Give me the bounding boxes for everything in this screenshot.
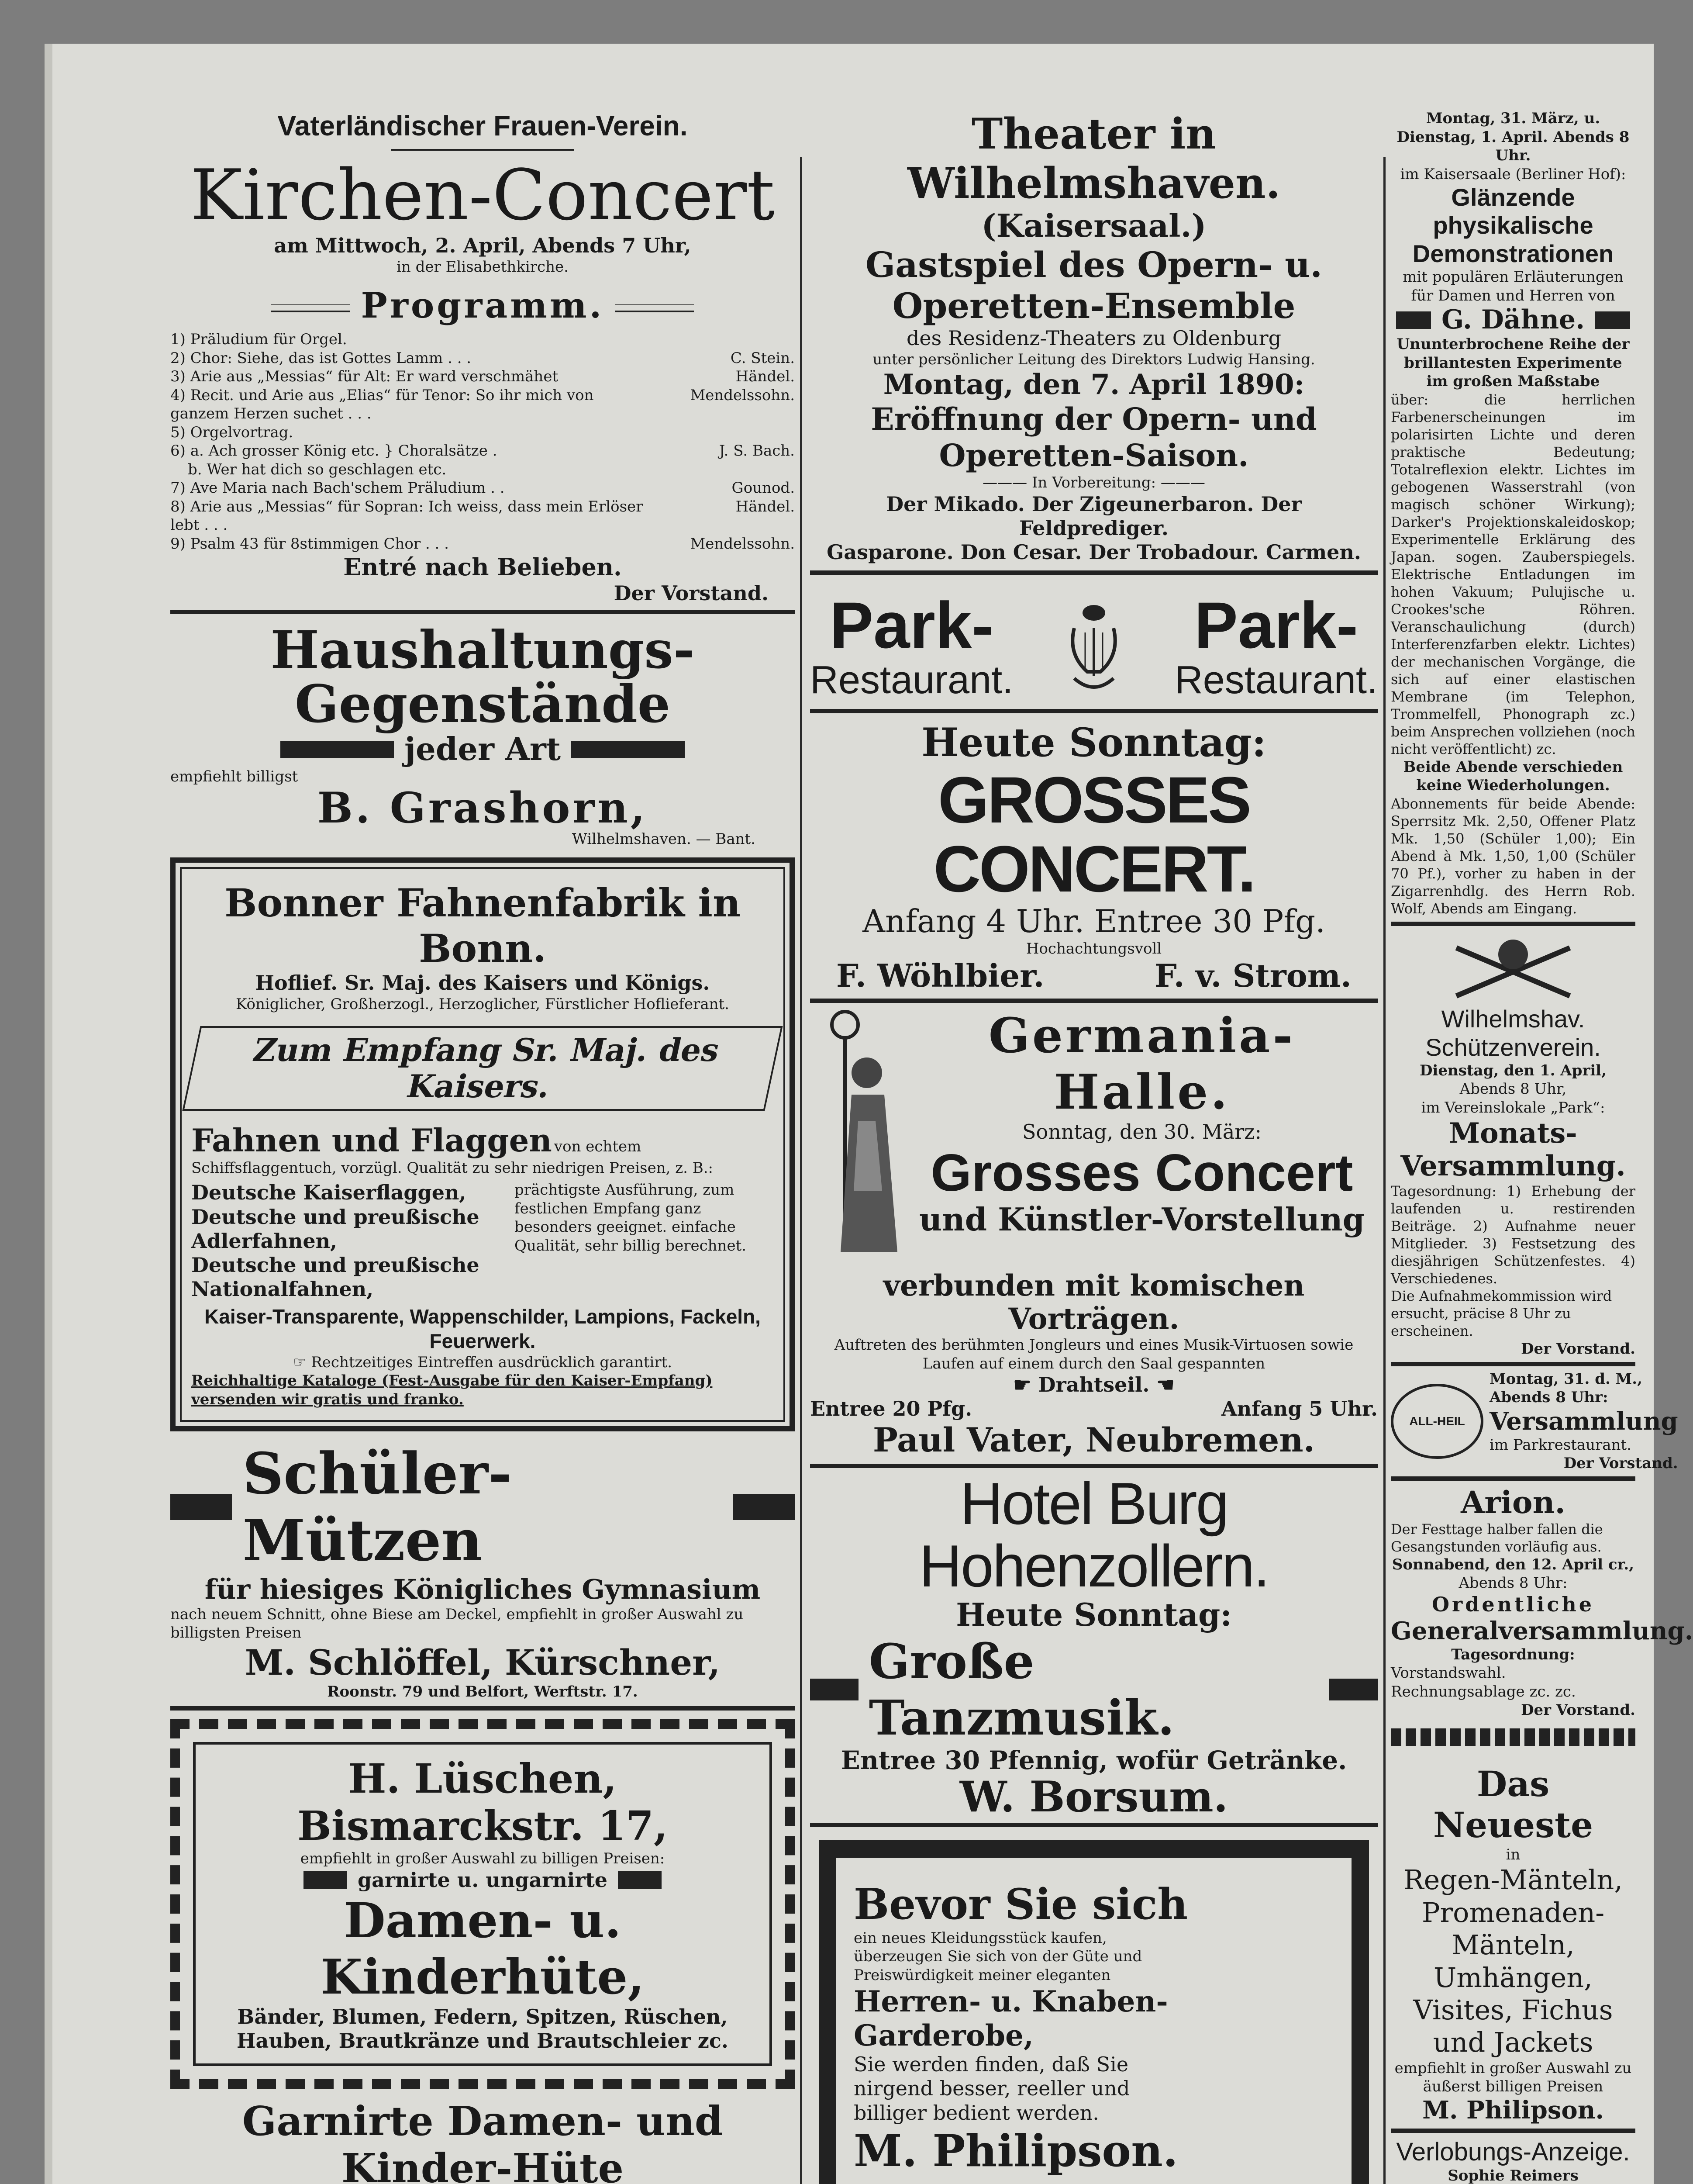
germania-title: Germania-Halle. (988, 1007, 1296, 1120)
vorstand-signature: Der Vorstand. (614, 581, 769, 605)
crossed-rifles-icon (1448, 930, 1579, 1000)
philipson-name: M. Philipson. (854, 2125, 1178, 2177)
germania-figure-icon (810, 1007, 906, 1269)
germania-concert: Grosses Concert (931, 1144, 1353, 1203)
programm-item: 1) Präludium für Orgel. (170, 331, 347, 349)
tanz-entree: Entree 30 Pfennig, wofür Getränke. (841, 1745, 1347, 1776)
lueschen-name: H. Lüschen, Bismarckstr. 17, (297, 1755, 668, 1850)
fahnen-hof: Hoflief. Sr. Maj. des Kaisers und Königs. (255, 971, 710, 995)
fahnen-transparente: Kaiser-Transparente, Wappenschilder, Lampions, Fackeln, Feuerwerk. (204, 1305, 761, 1352)
allheil-ad (1391, 1370, 1678, 1473)
bevor-text: ein neues Kleidungsstück kaufen, überzeugen Sie sich von der Güte und Preiswürdigkeit meiner eleganten (854, 1929, 1142, 1984)
frauen-verein-heading: Vaterländischer Frauen-Verein. (277, 110, 688, 142)
programm-item: 6) a. Ach grosser König etc. } Choralsätze . J. S. Bach. (170, 442, 795, 460)
fahnen-eintreffen: ☞ Rechtzeitiges Eintreffen ausdrücklich garantirt. (293, 1353, 672, 1371)
demonstrationen: Glänzende physikalische Demonstrationen (1412, 183, 1614, 267)
vorbereitung: ——— In Vorbereitung: ——— (983, 474, 1205, 492)
haushalt-sub-bar: jeder Art (170, 731, 795, 767)
verlobung-1-braut: Sophie Reimers (1448, 2167, 1579, 2184)
programm-item: 5) Orgelvortrag. (170, 423, 293, 441)
beide-abende: Beide Abende verschieden keine Wiederholungen. (1403, 758, 1623, 795)
programm-item: 4) Recit. und Arie aus „Elias“ für Tenor: So ihr mich von ganzem Herzen suchet . . . Mendelssohn. (170, 386, 795, 423)
garderobe-text: Sie werden finden, daß Sie nirgend besser, reeller und billiger bedient werden. (854, 2053, 1130, 2125)
arion-tagesordnung-items: Vorstandswahl. Rechnungsablage zc. zc. (1391, 1664, 1576, 1700)
fahnen-versenden: versenden wir gratis und franko. (191, 1390, 464, 1408)
neueste-title: Das Neueste (1433, 1763, 1593, 1845)
tanzmusik-bar: Große Tanzmusik. (810, 1633, 1378, 1746)
daehne-location: im Kaisersaale (Berliner Hof): (1400, 165, 1626, 183)
allheil-emblem-icon: ALL-HEIL (1391, 1384, 1483, 1459)
column-middle (810, 109, 1378, 2184)
haushalt-title: Haushaltungs-Gegenstände (270, 619, 695, 735)
arion-text: Der Festtage halber fallen die Gesangstunden vorläufig aus. (1391, 1521, 1603, 1555)
lueschen-empfiehlt: empfiehlt in großer Auswahl zu billigen Preisen: (300, 1850, 665, 1868)
programm-item: 8) Arie aus „Messias“ für Sopran: Ich weiss, dass mein Erlöser lebt . . . Händel. (170, 498, 795, 534)
paul-vater: Paul Vater, Neubremen. (872, 1420, 1315, 1460)
fahnen-flaggen: Fahnen und Flaggen von echtem Schiffsflaggentuch, vorzügl. Qualität zu sehr niedrigen Preisen, z. B.: (191, 1122, 714, 1177)
fahnen-katalog: Reichhaltige Kataloge (Fest-Ausgabe für den Kaiser-Empfang) (191, 1372, 713, 1390)
drahtseil: ☛ Drahtseil. ☚ (1013, 1373, 1175, 1397)
ornament-border (1391, 1728, 1635, 1746)
column-left (170, 109, 795, 2184)
pointing-hand-icon: ☚ (1149, 1373, 1175, 1397)
haushalt-address: Wilhelmshaven. — Bant. (572, 830, 755, 848)
theater-title: Theater in Wilhelmshaven. (907, 109, 1281, 208)
kuenstler-vorstellung: und Künstler-Vorstellung (919, 1201, 1365, 1238)
stuecke-line-1: Der Mikado. Der Zigeunerbaron. Der Feldprediger. (886, 492, 1302, 540)
neueste-maentel: Regen-Mänteln, Promenaden-Mänteln, Umhängen, Visites, Fichus und Jackets (1403, 1864, 1623, 2059)
daehne-bar: G. Dähne. (1391, 305, 1635, 335)
programm-item: 9) Psalm 43 für 8stimmigen Chor . . . Mendelssohn. (170, 535, 795, 553)
column-divider (800, 157, 802, 2184)
programm-list (170, 330, 795, 553)
monats-versammlung: Monats-Versammlung. (1400, 1117, 1626, 1183)
schloeffel-name: M. Schlöffel, Kürschner, (245, 1641, 721, 1683)
fahnen-empfang: Zum Empfang Sr. Maj. des Kaisers. (182, 1026, 783, 1111)
newspaper-page (52, 44, 1693, 2184)
arion-time: Abends 8 Uhr: (1459, 1574, 1568, 1592)
park-times: Anfang 4 Uhr. Entree 30 Pfg. (862, 903, 1325, 940)
park-right: Park- (1194, 588, 1358, 662)
stuecke-line-2: Gasparone. Don Cesar. Der Trobadour. Carmen. (827, 540, 1361, 564)
eintrittspreise: Abonnements für beide Abende: Sperrsitz Mk. 2,50, Offener Platz Mk. 1,50 (Schüler 1,00); Ein Abend à Mk. 1,50, 1,00 (Schüler 70 Pf.), vorher zu haben in der Zigarrenhdlg. des Herrn Rob. Wolf, Abends am Eingang. (1391, 795, 1635, 917)
haushalt-name: B. Grashorn, (317, 783, 648, 833)
allheil-ort: im Parkrestaurant. (1490, 1436, 1631, 1454)
gastspiel: Gastspiel des Opern- u. Operetten-Ensemble (865, 244, 1323, 326)
borsum: W. Borsum. (959, 1772, 1228, 1821)
programm-item: 2) Chor: Siehe, das ist Gottes Lamm . . . C. Stein. (170, 349, 795, 367)
programm-heading: Programm. (170, 285, 795, 326)
restaurant-right: Restaurant. (1174, 658, 1378, 702)
park-heute: Heute Sonntag: (921, 719, 1266, 766)
lyre-anchor-icon (1061, 602, 1127, 694)
hotel-title: Hotel Burg Hohenzollern. (919, 1470, 1269, 1599)
programm-item: 7) Ave Maria nach Bach'schem Präludium . . Gounod. (170, 479, 795, 497)
fahnen-line: Deutsche Kaiserflaggen, (191, 1181, 466, 1205)
neueste-in: in (1506, 1845, 1521, 1863)
schuetzen-date: Dienstag, den 1. April, (1419, 1061, 1607, 1079)
fahnen-right-text: prächtigste Ausführung, zum festlichen Empfang ganz besonders geeignet. einfache Qualität, sehr billig berechnet. (514, 1181, 747, 1254)
fahnen-hof2: Königlicher, Großherzogl., Herzoglicher, Fürstlicher Hoflieferant. (236, 995, 729, 1013)
vorstand-signature: Der Vorstand. (1563, 1455, 1678, 1472)
auftreten: Auftreten des berühmten Jongleurs und eines Musik-Virtuosen sowie Laufen auf einem durch den Saal gespannten (834, 1336, 1354, 1372)
haushalt-empfiehlt: empfiehlt billigst (170, 768, 298, 786)
concert-place: in der Elisabethkirche. (397, 258, 569, 276)
erlaeuterungen: mit populären Erläuterungen für Damen und Herren von (1403, 268, 1624, 304)
experimente-text: über: die herrlichen Farbenerscheinungen im polarisirten Lichte und deren praktische Bedeutung; Totalreflexion elektr. Lichtes im gebogenen Wasserstrahl (von magisch schöner Wirkung); Darker's Projektionskaleidoskop; Experimentelle Erklärung des Japan. sogen. Zauberspiegels. Elektrische Entladungen im hohen Vakuum; Pulujische u. Crookes'sche Röhren. Veranschaulichung (durch) Interferenzfarben elektr. Lichtes) der mechanischen Vorgänge, die sich auf einer elastischen Membrane (im Telephon, Trommelfell, Phonograph zc.) beim Ansprechen vollziehen (noch nicht veröffentlicht) zc. (1391, 391, 1635, 757)
park-restaurant-ad (810, 588, 1378, 703)
schueler-sub: für hiesiges Königliches Gymnasium (204, 1573, 761, 1606)
schueler-title-bar: Schüler-Mützen (170, 1440, 795, 1574)
fahnen-title: Bonner Fahnenfabrik in Bonn. (224, 880, 741, 971)
theater-sub: (Kaisersaal.) (981, 207, 1207, 244)
schloeffel-address: Roonstr. 79 und Belfort, Werftstr. 17. (327, 1683, 638, 1700)
fahnen-ad (170, 857, 795, 1431)
schuetzen-time: Abends 8 Uhr, (1459, 1080, 1567, 1098)
programm-item: 3) Arie aus „Messias“ für Alt: Er ward verschmähet Händel. (170, 368, 795, 386)
entre-text: Entré nach Belieben. (343, 553, 622, 581)
daehne-date: Montag, 31. März, u. Dienstag, 1. April. Abends 8 Uhr. (1396, 110, 1630, 164)
germania-date: Sonntag, den 30. März: (1022, 1120, 1262, 1144)
garderobe: Herren- u. Knaben-Garderobe, (854, 1984, 1168, 2053)
schuetzen-tagesordnung: Tagesordnung: 1) Erhebung der laufenden u. restirenden Beiträge. 2) Aufnahme neuer Mitglieder. 3) Festsetzung des diesjährigen Schützenfestes. 4) Verschiedenes. (1391, 1183, 1635, 1287)
arion-tagesordnung: Tagesordnung: (1451, 1645, 1575, 1663)
philipson-ad (819, 1840, 1369, 2184)
column-divider (1383, 157, 1386, 2184)
allheil-date: Montag, 31. d. M., Abends 8 Uhr: (1490, 1370, 1642, 1406)
programm-item: b. Wer hat dich so geschlagen etc. (188, 460, 447, 478)
germania-times: Entree 20 Pfg. Anfang 5 Uhr. (810, 1397, 1378, 1421)
vorstand-signature: Der Vorstand. (1521, 1340, 1635, 1358)
grosses-concert: GROSSES CONCERT. (933, 763, 1255, 905)
park-left: Park- (830, 588, 994, 662)
column-right (1391, 109, 1693, 2184)
concert-date: am Mittwoch, 2. April, Abends 7 Uhr, (274, 233, 691, 257)
theater-montag: Montag, den 7. April 1890: (883, 368, 1305, 401)
komisch: verbunden mit komischen Vorträgen. (883, 1268, 1305, 1336)
neueste-empfiehlt: empfiehlt in großer Auswahl zu äußerst billigen Preisen (1394, 2059, 1632, 2096)
lueschen-ad (170, 1719, 795, 2089)
vorstand-signature: Der Vorstand. (1521, 1701, 1635, 1719)
fahnen-line: Deutsche und preußische Adlerfahnen, (191, 1205, 479, 1253)
garnirte-title: Garnirte Damen- und Kinder-Hüte (242, 2098, 723, 2184)
generalversammlung: Generalversammlung. (1391, 1616, 1693, 1645)
fahnen-line: Deutsche und preußische Nationalfahnen, (191, 1253, 479, 1301)
ordentliche: Ordentliche (1431, 1592, 1595, 1616)
bevor-title: Bevor Sie sich (854, 1879, 1188, 1929)
pointing-hand-icon: ☞ (293, 1353, 311, 1371)
schueler-text: nach neuem Schnitt, ohne Biese am Deckel, empfiehlt in großer Auswahl zu billigsten Preisen (170, 1605, 744, 1642)
neueste-philipson: M. Philipson. (1422, 2095, 1604, 2125)
residenz: des Residenz-Theaters zu Oldenburg (906, 326, 1282, 350)
schuetzen-title: Wilhelmshav. Schützenverein. (1425, 1005, 1601, 1061)
eroeffnung: Eröffnung der Opern- und Operetten-Saison. (871, 401, 1317, 474)
lueschen-huete: Damen- u. Kinderhüte, (321, 1892, 645, 2005)
hochachtung: Hochachtungsvoll (1026, 940, 1162, 957)
aufnahme: Die Aufnahmekommission wird ersucht, präcise 8 Uhr zu erscheinen. (1391, 1288, 1612, 1340)
arion-date: Sonnabend, den 12. April cr., (1392, 1555, 1634, 1573)
kirchen-concert-title: Kirchen-Concert (190, 154, 775, 236)
schuetzen-lokal: im Vereinslokale „Park“: (1421, 1099, 1605, 1116)
pointing-hand-icon: ☛ (1013, 1373, 1038, 1397)
leitung: unter persönlicher Leitung des Direktors Ludwig Hansing. (872, 350, 1315, 368)
lueschen-garnirte-bar: garnirte u. ungarnirte (206, 1868, 759, 1892)
restaurant-left: Restaurant. (810, 658, 1014, 702)
allheil-versammlung: Versammlung (1490, 1406, 1678, 1436)
germania-ad (810, 1007, 1378, 1269)
park-signatures: F. Wöhlbier. F. v. Strom. (836, 957, 1352, 995)
verlobung-1-title: Verlobungs-Anzeige. (1396, 2138, 1630, 2167)
hotel-heute: Heute Sonntag: (956, 1596, 1232, 1634)
experimente-heading: Ununterbrochene Reihe der brillantesten Experimente im großen Maßstabe (1396, 335, 1630, 390)
lueschen-items: Bänder, Blumen, Federn, Spitzen, Rüschen, Hauben, Brautkränze und Brautschleier zc. (237, 2004, 728, 2053)
arion-title: Arion. (1461, 1484, 1565, 1521)
